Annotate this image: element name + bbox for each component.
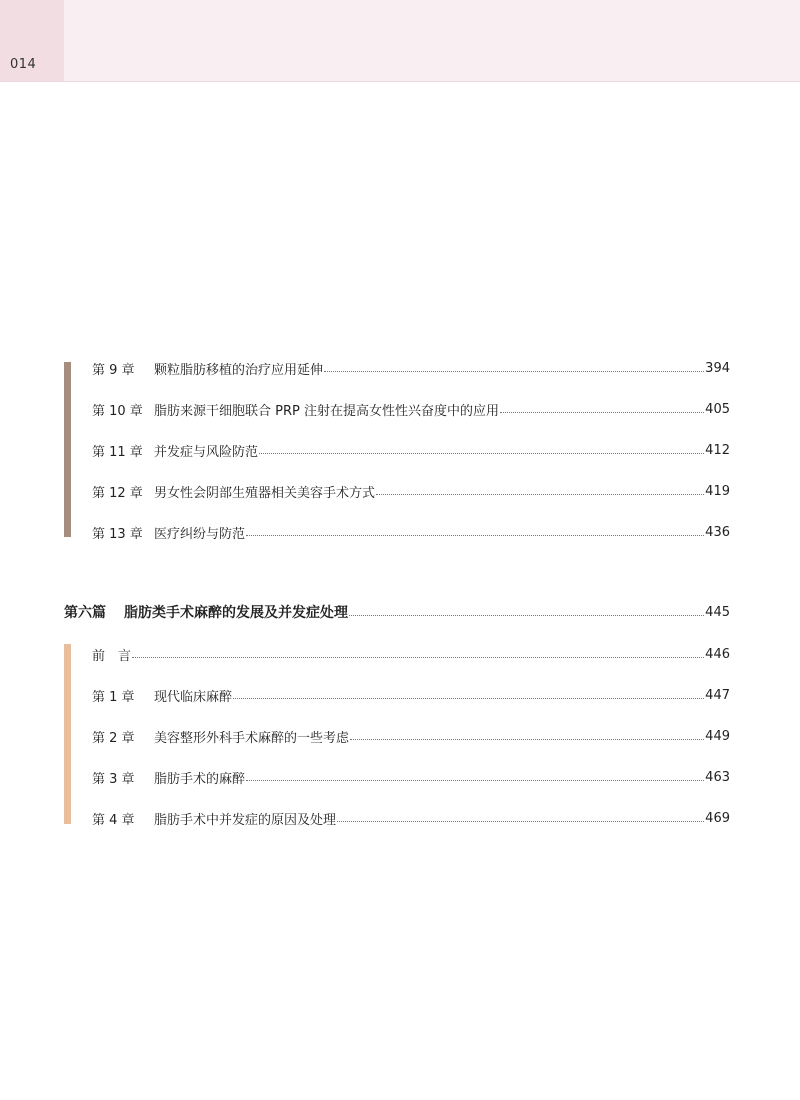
page-ref: 405: [705, 401, 730, 417]
chapter-title: 现代临床麻醉: [154, 689, 233, 705]
page-ref: 419: [705, 483, 730, 499]
chapter-number: 第 4 章: [92, 812, 135, 828]
dot-leader: [337, 821, 704, 822]
toc-entry-ch12[interactable]: [92, 480, 730, 502]
chapter-title: 并发症与风险防范: [154, 444, 259, 460]
chapter-title: 脂肪手术中并发症的原因及处理: [154, 812, 337, 828]
page-ref: 449: [705, 728, 730, 744]
section-bar: [64, 644, 71, 824]
chapter-number: 第 11 章: [92, 444, 143, 460]
chapter-number: 第 1 章: [92, 689, 135, 705]
toc-entry-part6[interactable]: [64, 600, 730, 624]
page-number-tab: [0, 0, 64, 81]
toc-entry-ch10[interactable]: [92, 398, 730, 420]
header-band: [0, 0, 800, 82]
page-ref: 446: [705, 646, 730, 662]
dot-leader: [324, 371, 704, 372]
chapter-number: 第 12 章: [92, 485, 143, 501]
dot-leader: [376, 494, 704, 495]
dot-leader: [259, 453, 704, 454]
page-ref: 412: [705, 442, 730, 458]
dot-leader: [132, 657, 704, 658]
chapter-title: 脂肪来源干细胞联合 PRP 注射在提高女性性兴奋度中的应用: [154, 403, 499, 419]
page-ref: 436: [705, 524, 730, 540]
page-number: 014: [10, 57, 37, 72]
toc-entry-ch13[interactable]: [92, 521, 730, 543]
toc-entry-ch11[interactable]: [92, 439, 730, 461]
chapter-number: 第 10 章: [92, 403, 143, 419]
dot-leader: [350, 739, 704, 740]
chapter-title: 脂肪手术的麻醉: [154, 771, 246, 787]
section-bar: [64, 362, 71, 537]
dot-leader: [246, 780, 704, 781]
toc-entry-ch9[interactable]: [92, 357, 730, 379]
part-number: 第六篇: [64, 605, 106, 621]
dot-leader: [246, 535, 704, 536]
page-ref: 469: [705, 810, 730, 826]
chapter-title: 美容整形外科手术麻醉的一些考虑: [154, 730, 350, 746]
chapter-number: 第 2 章: [92, 730, 135, 746]
chapter-number: 前 言: [92, 648, 132, 664]
page-ref: 394: [705, 360, 730, 376]
chapter-title: 医疗纠纷与防范: [154, 526, 246, 542]
chapter-title: 男女性会阴部生殖器相关美容手术方式: [154, 485, 376, 501]
toc-entry-ch3[interactable]: [92, 766, 730, 788]
page-ref: 463: [705, 769, 730, 785]
toc-entry-ch1[interactable]: [92, 684, 730, 706]
chapter-number: 第 9 章: [92, 362, 135, 378]
dot-leader: [233, 698, 704, 699]
chapter-number: 第 13 章: [92, 526, 143, 542]
dot-leader: [349, 615, 704, 616]
chapter-title: 颗粒脂肪移植的治疗应用延伸: [154, 362, 324, 378]
toc-entry-ch4[interactable]: [92, 807, 730, 829]
page-ref: 447: [705, 687, 730, 703]
part-title: 脂肪类手术麻醉的发展及并发症处理: [124, 605, 348, 621]
page-ref: 445: [705, 604, 730, 620]
toc-entry-preface[interactable]: [92, 643, 730, 665]
toc-entry-ch2[interactable]: [92, 725, 730, 747]
dot-leader: [500, 412, 704, 413]
chapter-number: 第 3 章: [92, 771, 135, 787]
